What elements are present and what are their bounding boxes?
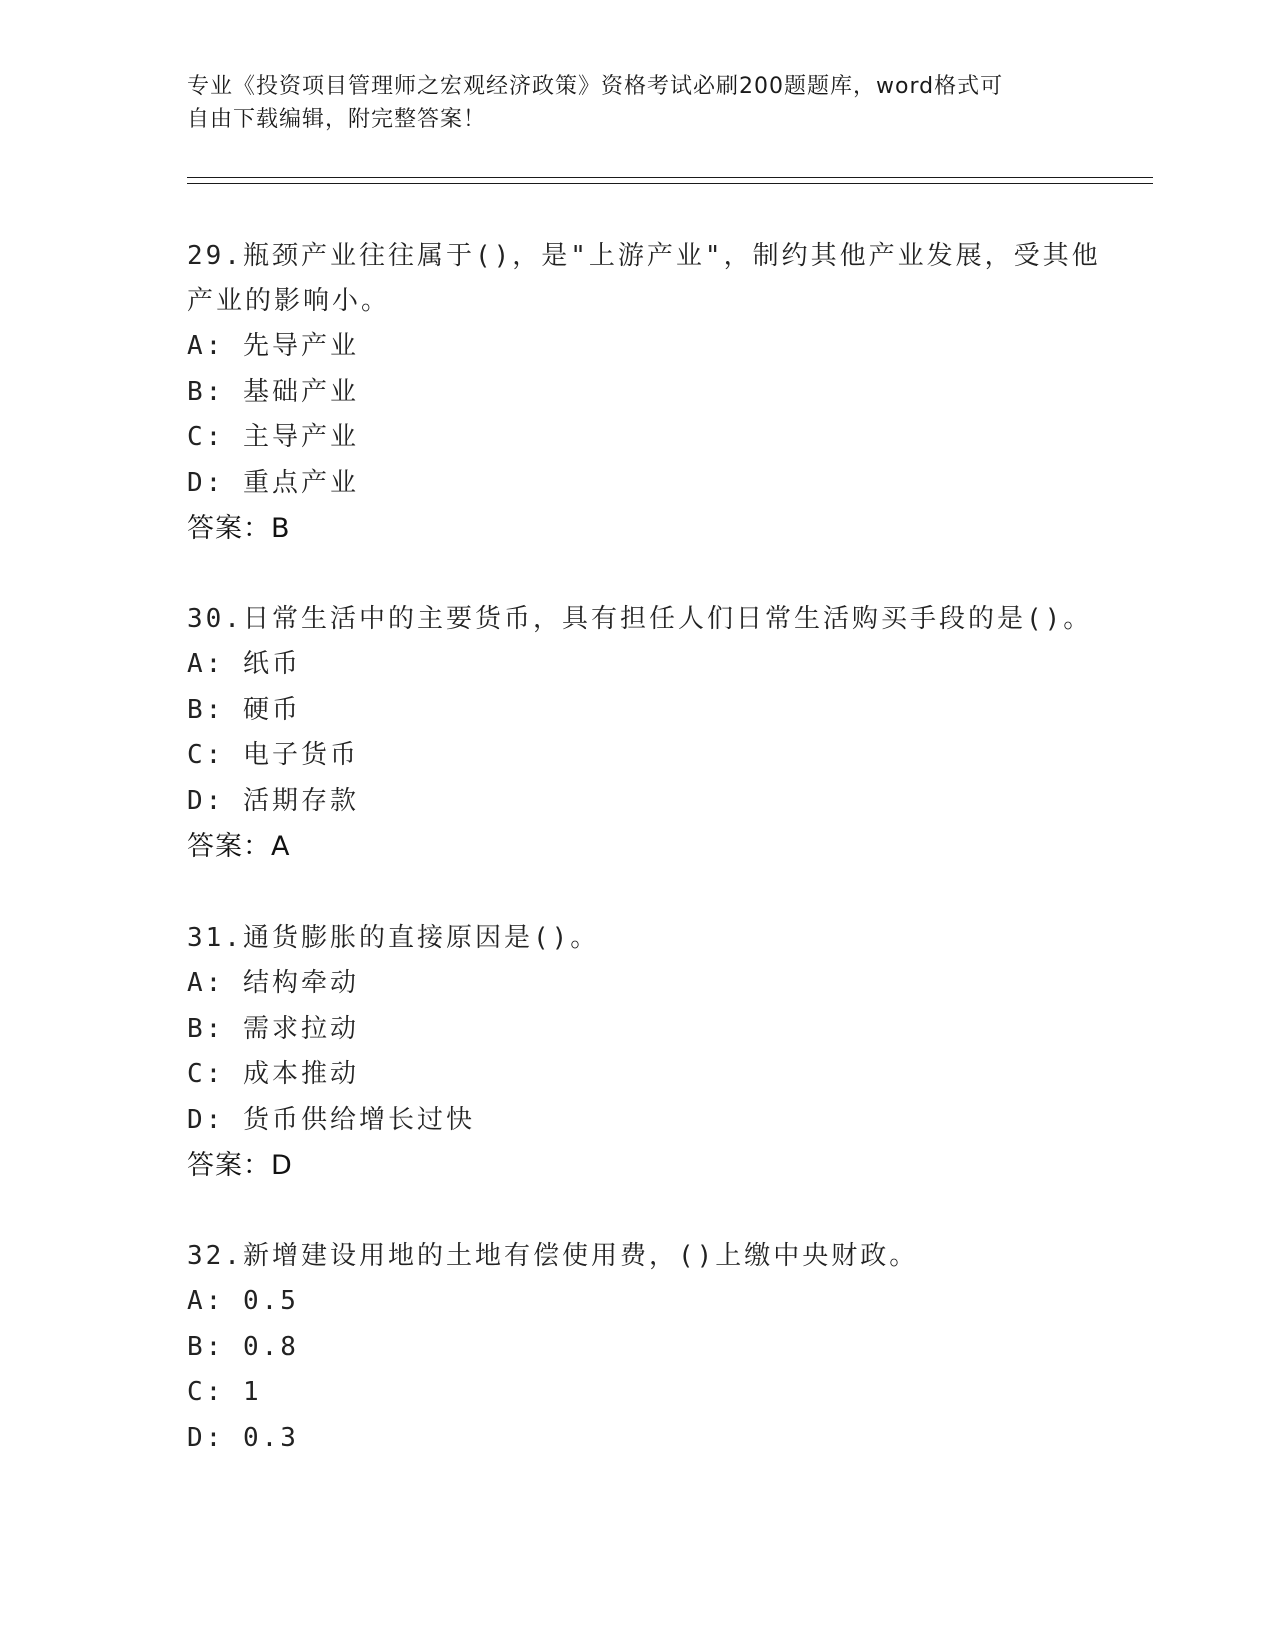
option-b: B: 硬币	[187, 694, 301, 725]
question-stem-line: 产业的影响小。	[187, 286, 391, 316]
option-b: B: 需求拉动	[187, 1013, 359, 1044]
option-b: B: 基础产业	[187, 376, 359, 407]
option-c: C: 成本推动	[187, 1059, 359, 1089]
option-a: A: 纸币	[187, 649, 301, 679]
option-d: D: 0.3	[187, 1422, 299, 1453]
header-line-1: 专业《投资项目管理师之宏观经济政策》资格考试必刷200题题库，word格式可	[187, 74, 1004, 99]
question-stem-line: 29.瓶颈产业往往属于()，是"上游产业"，制约其他产业发展，受其他	[187, 241, 1101, 271]
question-32	[187, 1234, 1087, 1461]
option-c: C: 主导产业	[187, 422, 359, 452]
option-a: A: 0.5	[187, 1286, 299, 1316]
question-30	[187, 597, 1093, 870]
header-divider-bottom	[187, 183, 1153, 184]
question-stem-line: 32.新增建设用地的土地有偿使用费，()上缴中央财政。	[187, 1241, 919, 1271]
option-c: C: 电子货币	[187, 740, 359, 770]
option-a: A: 先导产业	[187, 331, 359, 361]
option-a: A: 结构牵动	[187, 968, 359, 998]
header-divider-top	[187, 177, 1153, 178]
option-c: C: 1	[187, 1377, 262, 1407]
option-d: D: 重点产业	[187, 467, 359, 498]
header-line-2: 自由下载编辑，附完整答案！	[187, 107, 487, 132]
question-stem-line: 30.日常生活中的主要货币，具有担任人们日常生活购买手段的是()。	[187, 604, 1093, 634]
answer-line: 答案：A	[187, 831, 291, 862]
answer-line: 答案：B	[187, 513, 291, 544]
option-b: B: 0.8	[187, 1331, 299, 1362]
question-31	[187, 916, 1087, 1189]
option-d: D: 货币供给增长过快	[187, 1104, 475, 1135]
question-29	[187, 234, 1101, 552]
document-header	[187, 70, 1067, 136]
question-stem-line: 31.通货膨胀的直接原因是()。	[187, 923, 600, 953]
option-d: D: 活期存款	[187, 785, 359, 816]
answer-line: 答案：D	[187, 1150, 293, 1181]
